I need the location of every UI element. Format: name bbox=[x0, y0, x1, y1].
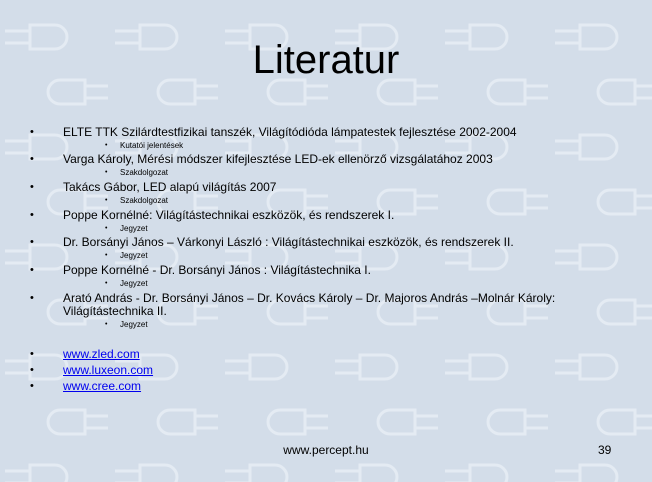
reference-item: Arató András - Dr. Borsányi János – Dr. Kovács Károly – Dr. Majoros András –Molnár Károly: bbox=[63, 291, 556, 305]
sub-bullet-icon: • bbox=[105, 197, 108, 204]
link-luxeon[interactable]: www.luxeon.com bbox=[63, 363, 154, 377]
bullet-icon: • bbox=[30, 264, 34, 276]
sub-bullet-icon: • bbox=[105, 321, 108, 328]
bullet-icon: • bbox=[30, 236, 34, 248]
reference-type: Kutatói jelentések bbox=[120, 141, 184, 150]
reference-item: ELTE TTK Szilárdtestfizikai tanszék, Világítódióda lámpatestek fejlesztése 2002-2004 bbox=[63, 125, 517, 139]
reference-type: Szakdolgozat bbox=[120, 196, 169, 205]
link-zled[interactable]: www.zled.com bbox=[63, 347, 140, 361]
bullet-icon: • bbox=[30, 153, 34, 165]
sub-bullet-icon: • bbox=[105, 169, 108, 176]
reference-type: Jegyzet bbox=[120, 224, 148, 233]
footer-url: www.percept.hu bbox=[283, 443, 369, 457]
bullet-icon: • bbox=[30, 181, 34, 193]
bullet-icon: • bbox=[30, 380, 34, 392]
sub-bullet-icon: • bbox=[105, 252, 108, 259]
sub-bullet-icon: • bbox=[105, 280, 108, 287]
reference-type: Jegyzet bbox=[120, 251, 148, 260]
reference-type: Szakdolgozat bbox=[120, 168, 169, 177]
bullet-icon: • bbox=[30, 209, 34, 221]
sub-bullet-icon: • bbox=[105, 225, 108, 232]
reference-type: Jegyzet bbox=[120, 279, 148, 288]
bullet-icon: • bbox=[30, 348, 34, 360]
sub-bullet-icon: • bbox=[105, 142, 108, 149]
bullet-icon: • bbox=[30, 126, 34, 138]
bullet-icon: • bbox=[30, 364, 34, 376]
reference-item: Dr. Borsányi János – Várkonyi László : Világítástechnikai eszközök, és rendszerek II. bbox=[63, 235, 514, 249]
reference-type: Jegyzet bbox=[120, 320, 148, 329]
page-number: 39 bbox=[598, 443, 612, 457]
reference-item: Varga Károly, Mérési módszer kifejlesztése LED-ek ellenörző vizsgálatához 2003 bbox=[63, 152, 493, 166]
reference-item: Takács Gábor, LED alapú világítás 2007 bbox=[63, 180, 277, 194]
reference-item-continued: Világítástechnika II. bbox=[63, 304, 167, 318]
bullet-icon: • bbox=[30, 292, 34, 304]
link-cree[interactable]: www.cree.com bbox=[63, 379, 142, 393]
reference-item: Poppe Kornélné - Dr. Borsányi János : Világítástechnika I. bbox=[63, 263, 371, 277]
reference-item: Poppe Kornélné: Világítástechnikai eszközök, és rendszerek I. bbox=[63, 208, 395, 222]
slide-title: Literatur bbox=[252, 38, 400, 82]
